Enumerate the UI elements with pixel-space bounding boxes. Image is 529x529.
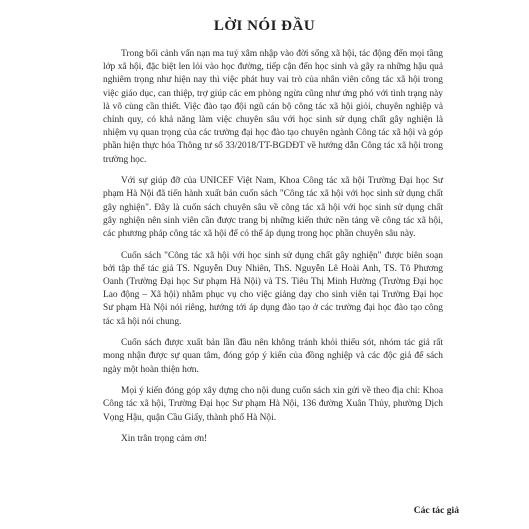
document-body <box>103 48 443 455</box>
paragraph-authors: Cuốn sách "Công tác xã hội với học sinh sử dụng chất gây nghiện" được biên soạn bởi tập thể tác giả TS. Nguyễn Duy Nhiên, ThS. Nguyễn Lê Hoài Anh, TS. Tô Phương Oanh (Trường Đại học Sư phạm Hà Nội) và TS. Tiêu Thị Minh Hường (Trường Đại học Lao động – Xã hội) nhằm phục vụ cho việc giảng dạy cho sinh viên tại Trường Đại học Sư phạm Hà Nội nói riêng, hướng tới áp dụng đào tạo ở các trường đại học đào tạo công tác xã hội nói chung. <box>103 250 443 327</box>
paragraph-address: Mọi ý kiến đóng góp xây dựng cho nội dung cuốn sách xin gửi về theo địa chỉ: Khoa Công tác xã hội, Trường Đại học Sư phạm Hà Nội, 136 đường Xuân Thủy, phường Dịch Vọng Hậu, quận Cầu Giấy, thành phố Hà Nội. <box>103 386 443 423</box>
signature: Các tác giả <box>413 505 459 516</box>
thanks-line: Xin trân trọng cảm ơn! <box>121 434 208 445</box>
page-title: LỜI NÓI ĐẦU <box>213 18 316 34</box>
paragraph-publication: Với sự giúp đỡ của UNICEF Việt Nam, Khoa Công tác xã hội Trường Đại học Sư phạm Hà Nội đã tiến hành xuất bản cuốn sách "Công tác xã hội với học sinh sử dụng chất gây nghiện". Đây là cuốn sách chuyên sâu về công tác xã hội với học sinh sử dụng chất gây nghiện nên sinh viên cần được trang bị những kiến thức nền tảng về công tác xã hội, các phương pháp công tác xã hội để có thể áp dụng trong học phần chuyên sâu này. <box>103 176 443 240</box>
paragraph-feedback: Cuốn sách được xuất bản lần đầu nên không tránh khỏi thiếu sót, nhóm tác giả rất mong nhận được sự quan tâm, đóng góp ý kiến của đồng nghiệp và các độc giả để sách ngày một hoàn thiện hơn. <box>103 338 443 375</box>
paragraph-context: Trong bối cảnh vấn nạn ma tuý xâm nhập vào đời sống xã hội, tác động đến mọi tầng lớp xã hội, đặc biệt len lỏi vào học đường, tiếp cận đến học sinh và gây ra những hậu quả nghiêm trọng như hiện nay thì việc phát huy vai trò của nhân viên công tác xã hội trong việc giáo dục, can thiệp, trợ giúp các em phòng ngừa cũng như ứng phó với tình trạng này là vô cùng cần thiết. Việc đào tạo đội ngũ cán bộ công tác xã hội giỏi, chuyên nghiệp và chỉnh quy, có khả năng làm việc chuyên sâu với học sinh sử dụng chất gây nghiện là nhiệm vụ quan trọng của các trường đại học đào tạo chuyên ngành Công tác xã hội và góp phần hiện thực hóa Thông tư số 33/2018/TT-BGDĐT về hướng dẫn Công tác xã hội trong trường học. <box>103 49 443 165</box>
